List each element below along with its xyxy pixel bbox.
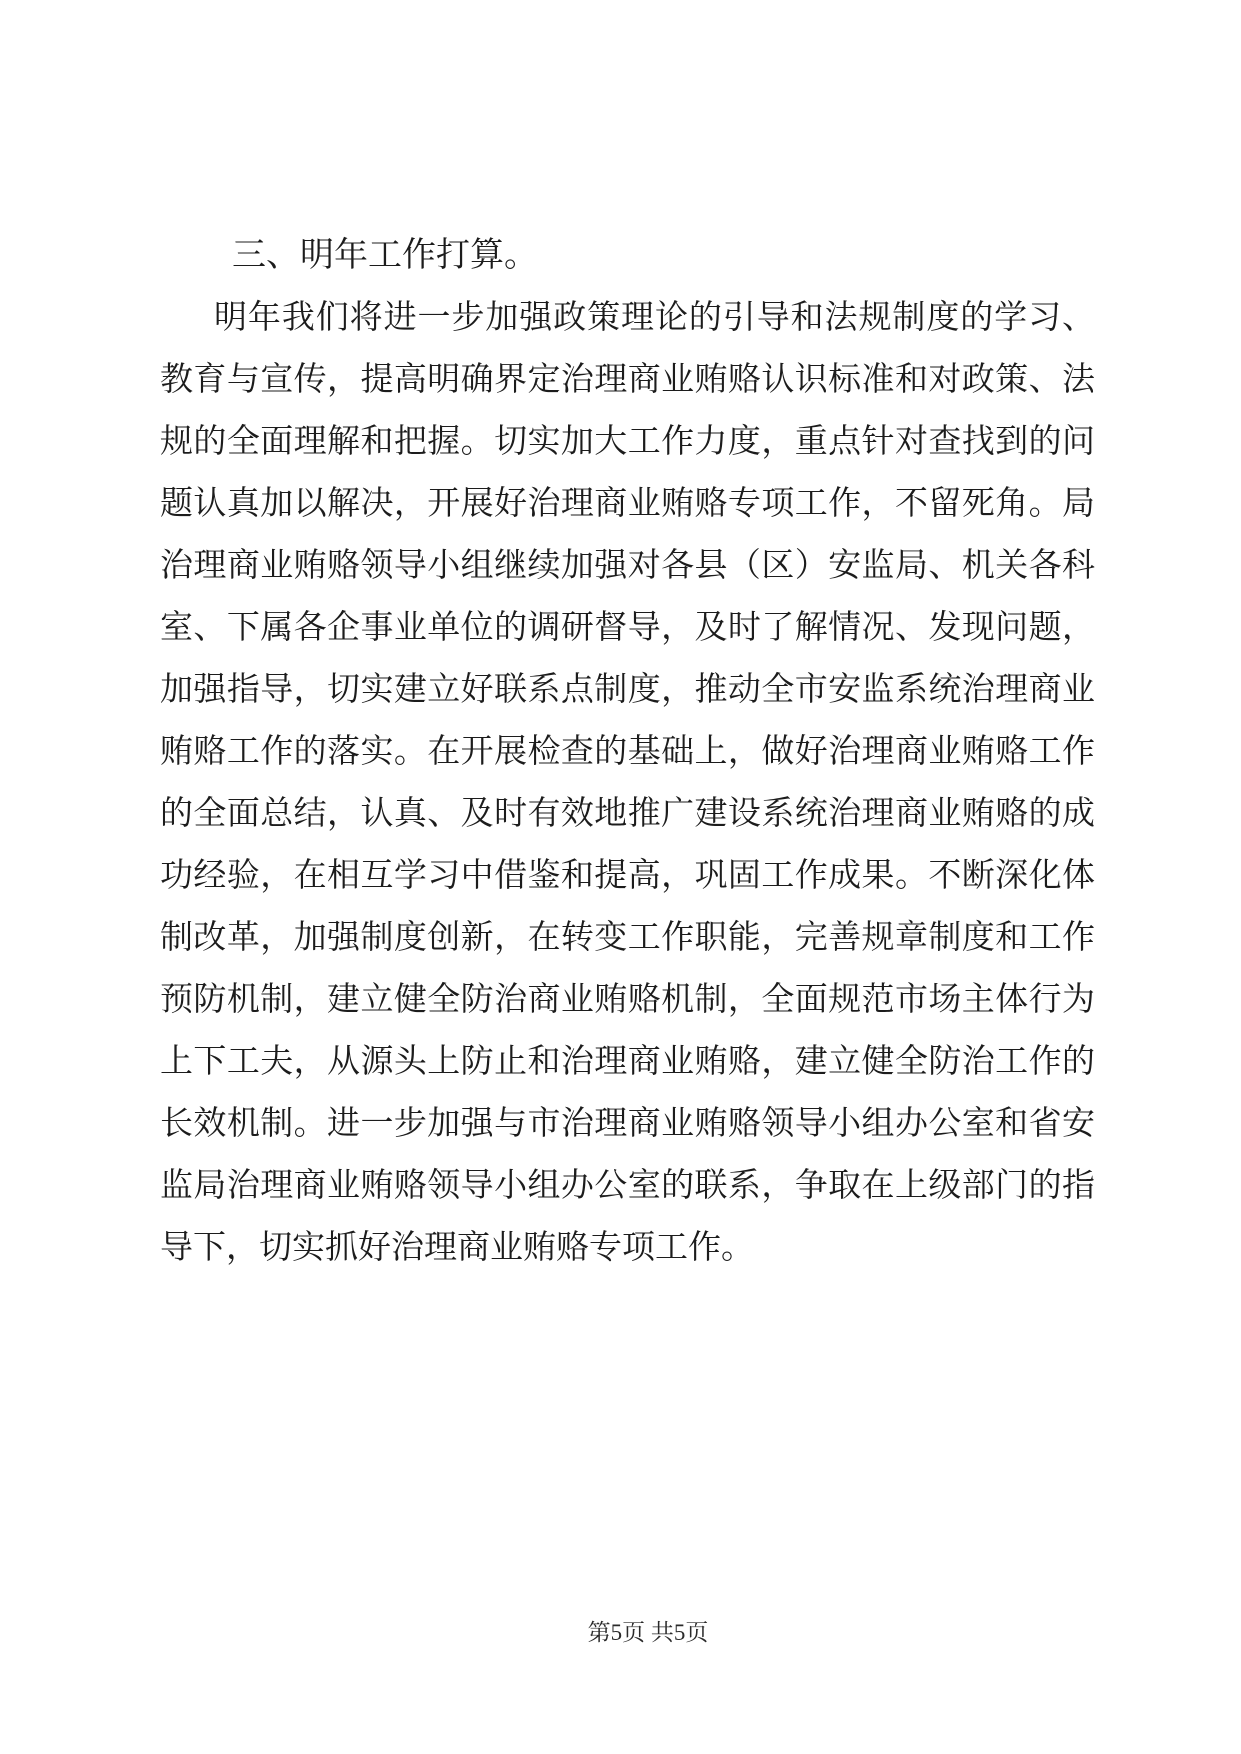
paragraph (160, 287, 1095, 1279)
text-line: 明年我们将进一步加强政策理论的引导和法规制度的学习、 (214, 300, 1095, 336)
text-line: 的全面总结，认真、及时有效地推广建设系统治理商业贿赂的成 (160, 796, 1095, 832)
text-line: 规的全面理解和把握。切实加大工作力度，重点针对查找到的问 (160, 424, 1095, 460)
text-line: 治理商业贿赂领导小组继续加强对各县（区）安监局、机关各科 (160, 548, 1095, 584)
document-content (160, 225, 1095, 1279)
text-line: 加强指导，切实建立好联系点制度，推动全市安监系统治理商业 (160, 672, 1095, 708)
text-line: 功经验，在相互学习中借鉴和提高，巩固工作成果。不断深化体 (160, 858, 1095, 894)
text-line: 题认真加以解决，开展好治理商业贿赂专项工作，不留死角。局 (160, 486, 1095, 522)
text-line: 室、下属各企事业单位的调研督导，及时了解情况、发现问题， (160, 610, 1095, 646)
text-line: 预防机制，建立健全防治商业贿赂机制，全面规范市场主体行为 (160, 982, 1095, 1018)
page-footer (0, 1616, 1241, 1650)
text-line: 导下，切实抓好治理商业贿赂专项工作。 (160, 1230, 754, 1266)
text-line: 长效机制。进一步加强与市治理商业贿赂领导小组办公室和省安 (160, 1106, 1095, 1142)
text-line: 上下工夫，从源头上防止和治理商业贿赂，建立健全防治工作的 (160, 1044, 1095, 1080)
text-line: 贿赂工作的落实。在开展检查的基础上，做好治理商业贿赂工作 (160, 734, 1095, 770)
text-line: 制改革，加强制度创新，在转变工作职能，完善规章制度和工作 (160, 920, 1095, 956)
page-number-indicator: 第5页 共5页 (587, 1620, 709, 1645)
text-line: 监局治理商业贿赂领导小组办公室的联系，争取在上级部门的指 (160, 1168, 1095, 1204)
section-heading: 三、明年工作打算。 (232, 237, 538, 274)
text-line: 教育与宣传，提高明确界定治理商业贿赂认识标准和对政策、法 (160, 362, 1095, 398)
